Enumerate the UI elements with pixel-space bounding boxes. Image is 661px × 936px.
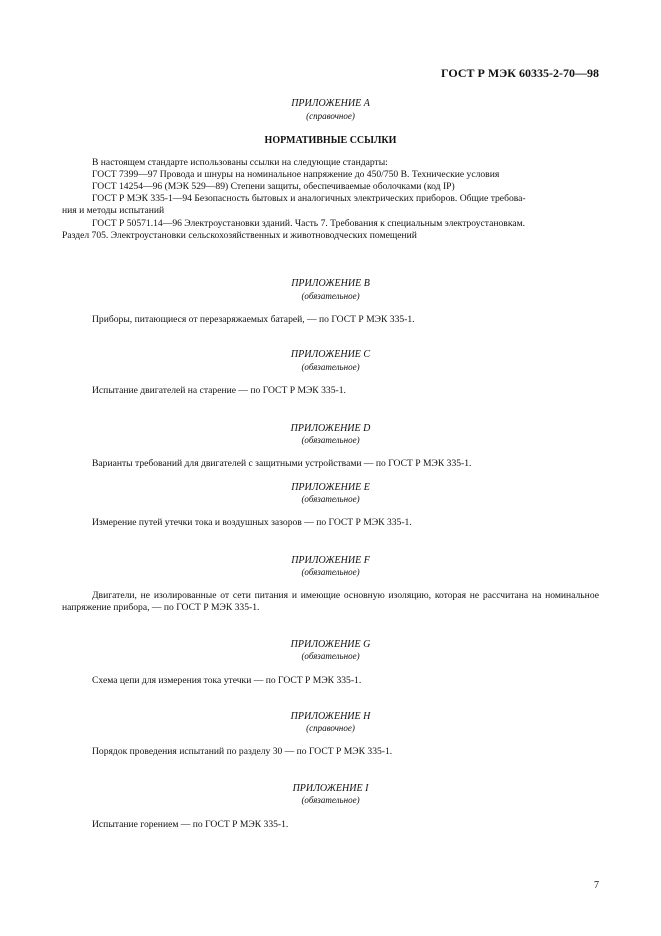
annex-d-text: Варианты требований для двигателей с защитными устройствами — по ГОСТ Р МЭК 335-1.: [92, 458, 472, 469]
reference-line: Раздел 705. Электроустановки сельскохозяйственных и животноводческих помещений: [62, 230, 417, 241]
annex-e-status: (обязательное): [301, 494, 360, 504]
reference-line: ГОСТ Р 50571.14—96 Электроустановки зданий. Часть 7. Требования к специальным электроустановкам.: [92, 218, 526, 229]
annex-g-text: Схема цепи для измерения тока утечки — по ГОСТ Р МЭК 335-1.: [92, 675, 362, 686]
annex-g-title: ПРИЛОЖЕНИЕ G: [290, 639, 371, 650]
annex-i-title: ПРИЛОЖЕНИЕ I: [292, 783, 369, 794]
reference-line: ГОСТ 14254—96 (МЭК 529—89) Степени защиты, обеспечиваемые оболочками (код IP): [92, 181, 455, 192]
annex-b-title: ПРИЛОЖЕНИЕ B: [291, 278, 370, 289]
annex-a-title: ПРИЛОЖЕНИЕ A: [291, 98, 370, 109]
reference-line: ния и методы испытаний: [62, 205, 165, 216]
normative-references-heading: НОРМАТИВНЫЕ ССЫЛКИ: [264, 135, 397, 146]
annex-d-status: (обязательное): [301, 435, 360, 445]
annex-h-text: Порядок проведения испытаний по разделу 30 — по ГОСТ Р МЭК 335-1.: [92, 746, 393, 757]
annex-c-text: Испытание двигателей на старение — по ГОСТ Р МЭК 335-1.: [92, 385, 346, 396]
annex-e-text: Измерение путей утечки тока и воздушных зазоров — по ГОСТ Р МЭК 335-1.: [92, 517, 412, 528]
annex-i-text: Испытание горением — по ГОСТ Р МЭК 335-1.: [92, 819, 289, 830]
annex-f-text: Двигатели, не изолированные от сети питания и имеющие основную изоляцию, которая не рассчитана на номинальное напряжение прибора, — по ГОСТ Р МЭК 335-1.: [62, 590, 599, 613]
annex-b-text: Приборы, питающиеся от перезаряжаемых батарей, — по ГОСТ Р МЭК 335-1.: [92, 314, 415, 325]
references-intro: В настоящем стандарте использованы ссылки на следующие стандарты:: [92, 157, 388, 168]
annex-a-status: (справочное): [306, 111, 355, 121]
annex-f-title: ПРИЛОЖЕНИЕ F: [291, 555, 370, 566]
document-code: ГОСТ Р МЭК 60335-2-70—98: [441, 66, 599, 80]
annex-b-status: (обязательное): [301, 291, 360, 301]
page-number: 7: [594, 880, 599, 891]
annex-i-status: (обязательное): [301, 795, 360, 805]
annex-h-title: ПРИЛОЖЕНИЕ H: [290, 711, 371, 722]
annex-g-status: (обязательное): [301, 651, 360, 661]
annex-c-status: (обязательное): [301, 362, 360, 372]
reference-line: ГОСТ Р МЭК 335-1—94 Безопасность бытовых и аналогичных электрических приборов. Общие требова-: [92, 193, 526, 204]
annex-h-status: (справочное): [306, 723, 355, 733]
annex-d-title: ПРИЛОЖЕНИЕ D: [290, 423, 371, 434]
annex-c-title: ПРИЛОЖЕНИЕ C: [290, 349, 371, 360]
annex-e-title: ПРИЛОЖЕНИЕ E: [291, 482, 370, 493]
annex-f-status: (обязательное): [301, 567, 360, 577]
reference-line: ГОСТ 7399—97 Провода и шнуры на номинальное напряжение до 450/750 В. Технические условия: [92, 169, 500, 180]
